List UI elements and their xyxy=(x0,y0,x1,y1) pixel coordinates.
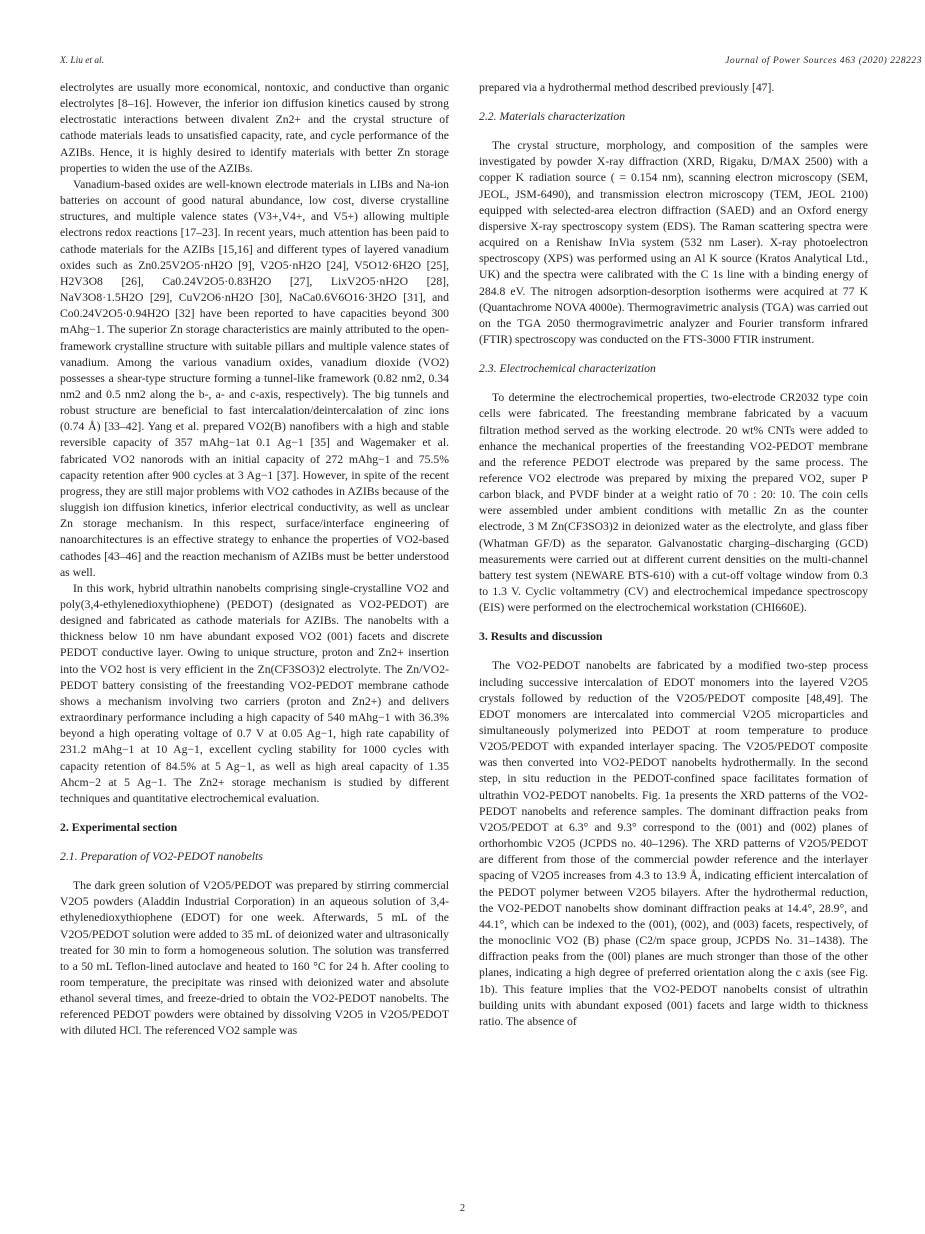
page-number: 2 xyxy=(459,1203,466,1214)
paragraph: In this work, hybrid ultrathin nanobelts comprising single-crystalline VO2 and poly(3,4-ethylenedioxythiophene) (PEDOT) (designated as VO2-PEDOT) are designed and fabricated as cathode materials for AZIBs. The nanobelts with a thickness below 10 nm have abundant exposed VO2 (001) facets and discrete PEDOT conductive layer. Owing to unique structure, proton and Zn2+ insertion into the VO2 host is very efficient in the Zn(CF3SO3)2 electrolyte. The Zn/VO2-PEDOT battery consisting of the freestanding VO2-PEDOT membrane cathode shows a mechanism involving two carriers (proton and Zn2+) and delivers extraordinary performance including a high capacity of 540 mAhg−1 with 36.3% beyond a high operating voltage of 0.7 V at 0.05 Ag−1, high rate capability of 231.2 mAhg−1 at 10 Ag−1, excellent cycling stability for 1000 cycles with capacity retention of 84.5% at 5 Ag−1, as well as high areal capacity of 1.35 Ahcm−2 at 5 Ag−1. The Zn2+ storage mechanism is studied by different techniques and quantitative electrochemical evaluation. xyxy=(60,581,449,805)
subsection-heading: 2.3. Electrochemical characterization xyxy=(479,362,656,376)
subsection-heading: 2.2. Materials characterization xyxy=(479,110,626,124)
paragraph: prepared via a hydrothermal method described previously [47]. xyxy=(479,81,775,94)
page-header xyxy=(60,56,922,70)
journal-citation: Journal of Power Sources 463 (2020) 228223 xyxy=(725,56,922,66)
paragraph: The dark green solution of V2O5/PEDOT was prepared by stirring commercial V2O5 powders (Aladdin Industrial Corporation) in an aqueous solution of 3,4-ethylenedioxythiophene (EDOT) for one week. Afterwards, 5 mL of the V2O5/PEDOT solution were added to 35 mL of deionized water and ultrasonically treated for 30 min to form a homogeneous solution. The solution was transferred to a 50 mL Teflon-lined autoclave and heated to 160 °C for 24 h. After cooling to room temperature, the precipitate was rinsed with deionized water and absolute ethanol several times, and freeze-dried to obtain the VO2-PEDOT nanobelts. The referenced PEDOT powders were obtained by dissolving V2O5 in V2O5/PEDOT with diluted HCl. The referenced VO2 sample was xyxy=(60,879,449,1038)
left-column xyxy=(60,80,449,1040)
subsection-heading: 2.1. Preparation of VO2-PEDOT nanobelts xyxy=(60,850,263,864)
paragraph: Vanadium-based oxides are well-known electrode materials in LIBs and Na-ion batteries on account of good natural abundance, low cost, diverse crystalline structures, and multiple valence states (V3+,V4+, and V5+) allowing multiple electrons redox reactions [17–23]. In recent years, much attention has been paid to cathode materials for the AZIBs [15,16] and different types of layered vanadium oxides such as Zn0.25V2O5·nH2O [9], V2O5·nH2O [24], V5O12·6H2O [25], H2V3O8 [26], Ca0.24V2O5·0.83H2O [27], LixV2O5·nH2O [28], NaV3O8·1.5H2O [29], CuV2O6·nH2O [30], NaCa0.6V6O16·3H2O [31], and Co0.24V2O5·0.94H2O [32] have been reported to have capacities beyond 300 mAhg−1. The superior Zn storage characteristics are mainly attributed to the open-framework crystalline structure with suitable pillars and multiple valence states of vanadium. Among the various vanadium oxides, vanadium dioxide (VO2) possesses a shear-type structure forming a tunnel-like framework (0.82 nm2, 0.34 nm2 and 0.5 nm2 along the b-, a- and c-axis, respectively). The big tunnels and robust structure are beneficial to fast intercalation/deintercalation of zinc ions (0.74 Å) [33–42]. Yang et al. prepared VO2(B) nanofibers with a high and stable reversible capacity of 357 mAhg−1at 0.1 Ag−1 [35] and Wagemaker et al. fabricated VO2 nanorods with an initial capacity of 272 mAhg−1 and 75.5% capacity retention after 900 cycles at 3 Ag−1 [37]. However, in spite of the recent progress, they are still major problems with VO2 cathodes in AZIBs because of the sluggish ion diffusion kinetics, inferior electrical conductivity, as well as unclear Zn storage mechanism. In this respect, surface/interface engineering of nanoarchitectures is an effective strategy to enhance the properties of VO2-based cathodes [43–46] and the reaction mechanism of AZIBs must be better understood as well. xyxy=(60,177,449,579)
running-author: X. Liu et al. xyxy=(60,56,105,66)
paragraph: To determine the electrochemical properties, two-electrode CR2032 type coin cells were fabricated. The freestanding membrane fabricated by a vacuum filtration method served as the working electrode. 20 wt% CNTs were added to enhance the mechanical properties of the freestanding VO2-PEDOT membrane and the reference PEDOT electrode was prepared by the same process. The reference VO2 electrode was prepared by mixing the prepared VO2, super P carbon black, and PVDF binder at a weight ratio of 70 : 20: 10. The coin cells were assembled under ambient conditions with metallic Zn as the counter electrode, 3 M Zn(CF3SO3)2 in deionized water as the electrolyte, and glass fiber (Whatman GF/D) as the separator. Galvanostatic charging–discharging (GCD) measurements were carried out at different current densities on the multi-channel battery test system (NEWARE BTS-610) with a cut-off voltage window from 0.3 to 1.3 V. Cyclic voltammetry (CV) and electrochemical impedance spectroscopy (EIS) were performed on the electrochemical workstation (CHI660E). xyxy=(479,391,868,615)
section-heading: 3. Results and discussion xyxy=(479,630,603,644)
paragraph: electrolytes are usually more economical, nontoxic, and conductive than organic electrolytes [8–16]. However, the inferior ion diffusion kinetics caused by strong electrostatic interactions between divalent Zn2+ and the crystal structure of cathode materials leads to unsatisfied capacity, rate, and cycle performance of the AZIBs. Hence, it is highly desired to identify materials with better Zn storage properties to widen the use of the AZIBs. xyxy=(60,81,449,175)
paragraph: The crystal structure, morphology, and composition of the samples were investigated by powder X-ray diffraction (XRD, Rigaku, D/MAX 2500) with a copper K radiation source ( = 0.154 nm), scanning electron microscopy (SEM, JEOL, JSM-6490), and transmission electron microscopy (TEM, JEOL 2100) equipped with selected-area electron diffraction (SAED) and an Oxford energy dispersive X-ray spectroscopy system (EDS). The Raman scattering spectra were acquired on a Renishaw InVia system (532 nm Laser). X-ray photoelectron spectroscopy (XPS) was performed using an Al K source (Kratos Analytical Ltd., UK) and the spectra were calibrated with the C 1s line with a binding energy of 284.8 eV. The nitrogen adsorption-desorption isotherms were acquired at 77 K (Quantachrome NOVA 4000e). Thermogravimetric analysis (TGA) was carried out on the TGA 2050 thermogravimetric analyzer and Fourier transform infrared (FTIR) spectroscopy was conducted on the FTS-3000 FTIR instrument. xyxy=(479,139,868,347)
paragraph: The VO2-PEDOT nanobelts are fabricated by a modified two-step process including successive intercalation of EDOT monomers into the layered V2O5 crystals followed by reduction of the V2O5/PEDOT composite [48,49]. The EDOT monomers are intercalated into commercial V2O5 microparticles and simultaneously polymerized into PEDOT at room temperature to produce V2O5/PEDOT with expanded interlayer spacing. The V2O5/PEDOT composite was then converted into VO2-PEDOT nanobelts hydrothermally. In the second step, in situ reduction in the PEDOT-confined space facilitates formation of ultrathin VO2-PEDOT nanobelts. Fig. 1a presents the XRD patterns of the VO2-PEDOT nanobelts and reference samples. The dominant diffraction peaks from V2O5/PEDOT at 6.3° and 9.3° correspond to the (001) and (002) planes of orthorhombic V2O5 (JCPDS no. 40–1296). The XRD patterns of V2O5/PEDOT are different from those of the commercial powder reference and the interlayer spacing of V2O5 increases from 4.3 to 13.9 Å, indicating efficient intercalation of the PEDOT polymer between V2O5 bilayers. After the hydrothermal reduction, the VO2-PEDOT nanobelts show dominant diffraction peaks at 14.4°, 28.9°, and 44.1°, which can be indexed to the (001), (002), and (003) facets, respectively, of the monoclinic VO2 (B) phase (C2/m space group, JCPDS No. 31–1438). The diffraction peaks from the (00l) planes are much stronger than those of the other planes, indicating a high degree of preferred orientation along the c axis (see Fig. 1b). This feature implies that the VO2-PEDOT nanobelts consist of ultrathin building units with abundant exposed (001) facets and large width to thickness ratio. The absence of xyxy=(479,659,868,1028)
section-heading: 2. Experimental section xyxy=(60,821,178,835)
right-column xyxy=(479,80,868,1030)
